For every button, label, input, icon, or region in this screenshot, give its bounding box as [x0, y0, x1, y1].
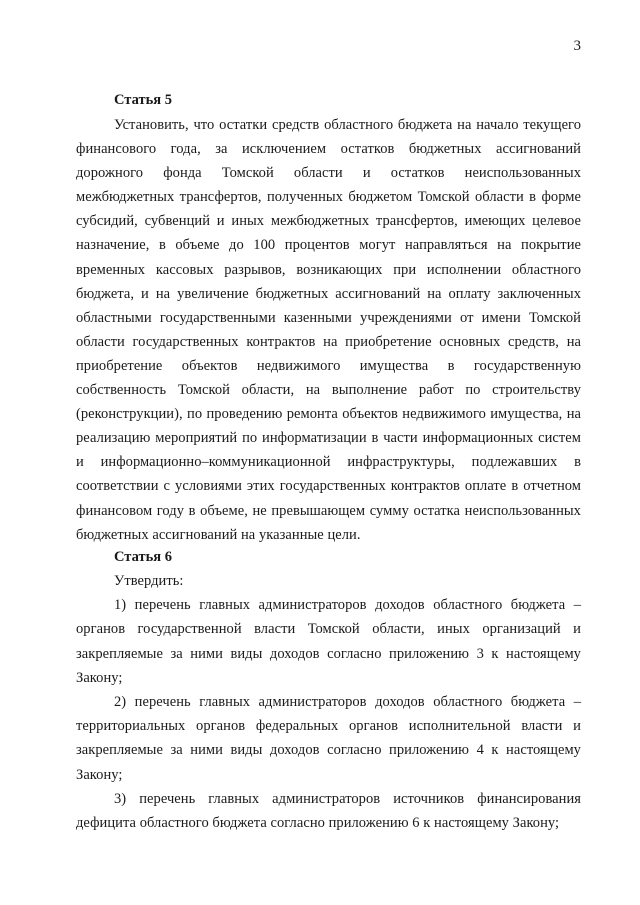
article-6-item-2: 2) перечень главных администраторов доходов областного бюджета – территориальных органов федеральных органов исполнительной власти и закрепляемые за ними виды доходов согласно приложению 4 к настоящему Закону; — [76, 694, 581, 783]
article-5 — [76, 88, 581, 547]
article-6-item-1: 1) перечень главных администраторов доходов областного бюджета – органов государственной власти Томской области, иных организаций и закрепляемые за ними виды доходов согласно приложению 3 к настоящему Закону; — [76, 597, 581, 686]
article-5-title: Статья 5 — [114, 92, 172, 108]
document-page — [76, 0, 581, 905]
article-6-item-3: 3) перечень главных администраторов источников финансирования дефицита областного бюджета согласно приложению 6 к настоящему Закону; — [76, 790, 581, 832]
article-6-title: Статья 6 — [114, 549, 172, 565]
page-number: 3 — [573, 38, 581, 54]
article-6 — [76, 545, 581, 835]
article-6-intro: Утвердить: — [114, 573, 184, 589]
article-5-text: Установить, что остатки средств областного бюджета на начало текущего финансового года, за исключением остатков бюджетных ассигнований дорожного фонда Томской области и остатков неиспользованных межбюджетных трансфертов, полученных бюджетом Томской области в форме субсидий, субвенций и иных межбюджетных трансфертов, имеющих целевое назначение, в объеме до 100 процентов могут направляться на покрытие временных кассовых разрывов, возникающих при исполнении областного бюджета, и на увеличение бюджетных ассигнований на оплату заключенных областными государственными казенными учреждениями от имени Томской области государственных контрактов на приобретение основных средств, на приобретение объектов недвижимого имущества в государственную собственность Томской области, на выполнение работ по строительству (реконструкции), по проведению ремонта объектов недвижимого имущества, на реализацию мероприятий по информатизации в части информационных систем и информационно–коммуникационной инфраструктуры, подлежавших в соответствии с условиями этих государственных контрактов оплате в отчетном финансовом году в объеме, не превышающем сумму остатка неиспользованных бюджетных ассигнований на указанные цели. — [76, 117, 581, 543]
